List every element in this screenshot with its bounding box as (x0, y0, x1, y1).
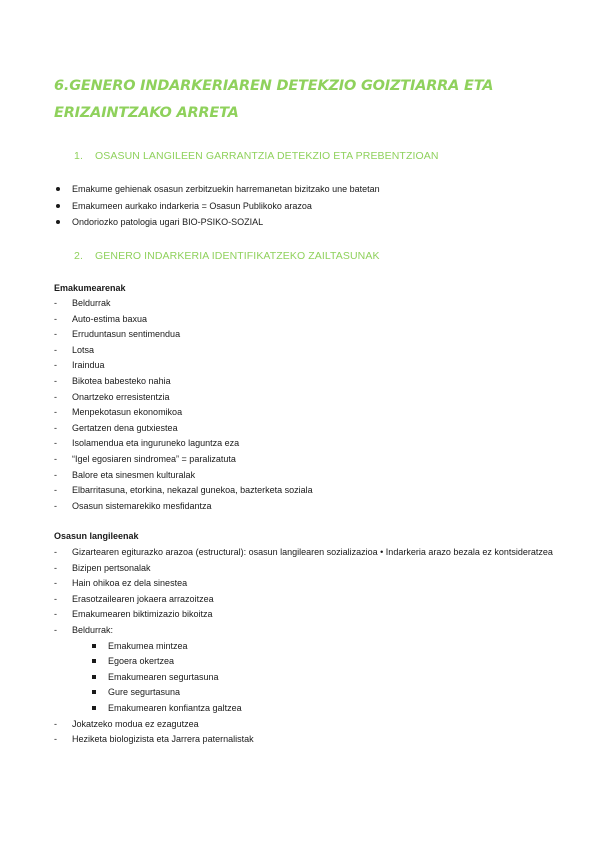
section-label: GENERO INDARKERIA IDENTIFIKATZEKO ZAILTASUNAK (95, 250, 380, 262)
sublist-item: Emakumea mintzea (72, 639, 554, 655)
square-bullet-icon (92, 644, 96, 648)
list-item: - Balore eta sinesmen kulturalak (54, 469, 196, 480)
list-item: - Bizipen pertsonalak (54, 562, 151, 573)
sublist-item: Gure segurtasuna (72, 685, 554, 701)
list-item: - Erruduntasun sentimendua (54, 329, 181, 340)
sublist-item: Egoera okertzea (72, 654, 554, 670)
square-bullet-icon (92, 675, 96, 679)
fears-sublist (72, 639, 554, 717)
section-label: OSASUN LANGILEEN GARRANTZIA DETEKZIO ETA PREBENTZIOAN (95, 150, 439, 162)
list-item: - “Igel egosiaren sindromea” = paralizatuta (54, 453, 236, 464)
section-heading-1 (74, 150, 439, 162)
women-difficulties-list (54, 296, 554, 514)
sublist-item: Emakumearen konfiantza galtzea (72, 701, 554, 717)
staff-difficulties-list (54, 545, 554, 748)
list-item: - Beldurrak: Emakumea mintzea Egoera okertzea Emakumearen segurtasuna Gure segurtasuna Emakumearen konfiantza galtzea (54, 623, 554, 717)
list-item: - Heziketa biologizista eta Jarrera paternalistak (54, 734, 254, 745)
list-item: - Osasun sistemarekiko mesfidantza (54, 500, 212, 511)
bullet-item: Emakumeen aurkako indarkeria = Osasun Publikoko arazoa (54, 198, 380, 215)
bullet-item: Ondoriozko patologia ugari BIO-PSIKO-SOZIAL (54, 214, 380, 231)
list-item: - Gizartearen egiturazko arazoa (estructural): osasun langilearen sozializazioa • Indarkeria arazo bezala ez kontsideratzea (54, 547, 553, 557)
staff-heading: Osasun langileenak (54, 531, 139, 541)
list-item: - Gertatzen dena gutxiestea (54, 422, 178, 433)
list-item: - Iraindua (54, 360, 105, 371)
bullet-item: Emakume gehienak osasun zerbitzuekin harremanetan bizitzako une batetan (54, 181, 380, 198)
page-title: 6.GENERO INDARKERIAREN DETEKZIO GOIZTIARRA ETA ERIZAINTZAKO ARRETA (54, 78, 494, 121)
list-item: - Jokatzeko modua ez ezagutzea (54, 718, 199, 729)
list-item: - Bikotea babesteko nahia (54, 375, 171, 386)
bullet-dot-icon (56, 220, 60, 224)
square-bullet-icon (92, 659, 96, 663)
list-item: - Emakumearen biktimizazio bikoitza (54, 609, 213, 620)
women-heading: Emakumearenak (54, 283, 126, 293)
list-item: - Hain ohikoa ez dela sinestea (54, 578, 188, 589)
list-item: - Elbarritasuna, etorkina, nekazal gunekoa, bazterketa soziala (54, 485, 313, 496)
list-item: - Beldurrak (54, 298, 111, 308)
list-item: - Erasotzailearen jokaera arrazoitzea (54, 593, 214, 604)
list-item: - Lotsa (54, 344, 95, 355)
square-bullet-icon (92, 706, 96, 710)
section-heading-2 (74, 250, 380, 262)
square-bullet-icon (92, 690, 96, 694)
list-item: - Auto-estima baxua (54, 313, 148, 324)
list-item: - Menpekotasun ekonomikoa (54, 407, 183, 418)
sublist-item: Emakumearen segurtasuna (72, 670, 554, 686)
bullet-dot-icon (56, 187, 60, 191)
bullet-list (54, 181, 380, 231)
bullet-dot-icon (56, 204, 60, 208)
list-item: - Onartzeko erresistentzia (54, 391, 170, 402)
section-number: 1. (74, 150, 83, 162)
list-item: - Isolamendua eta inguruneko laguntza eza (54, 438, 240, 449)
section-number: 2. (74, 250, 83, 262)
